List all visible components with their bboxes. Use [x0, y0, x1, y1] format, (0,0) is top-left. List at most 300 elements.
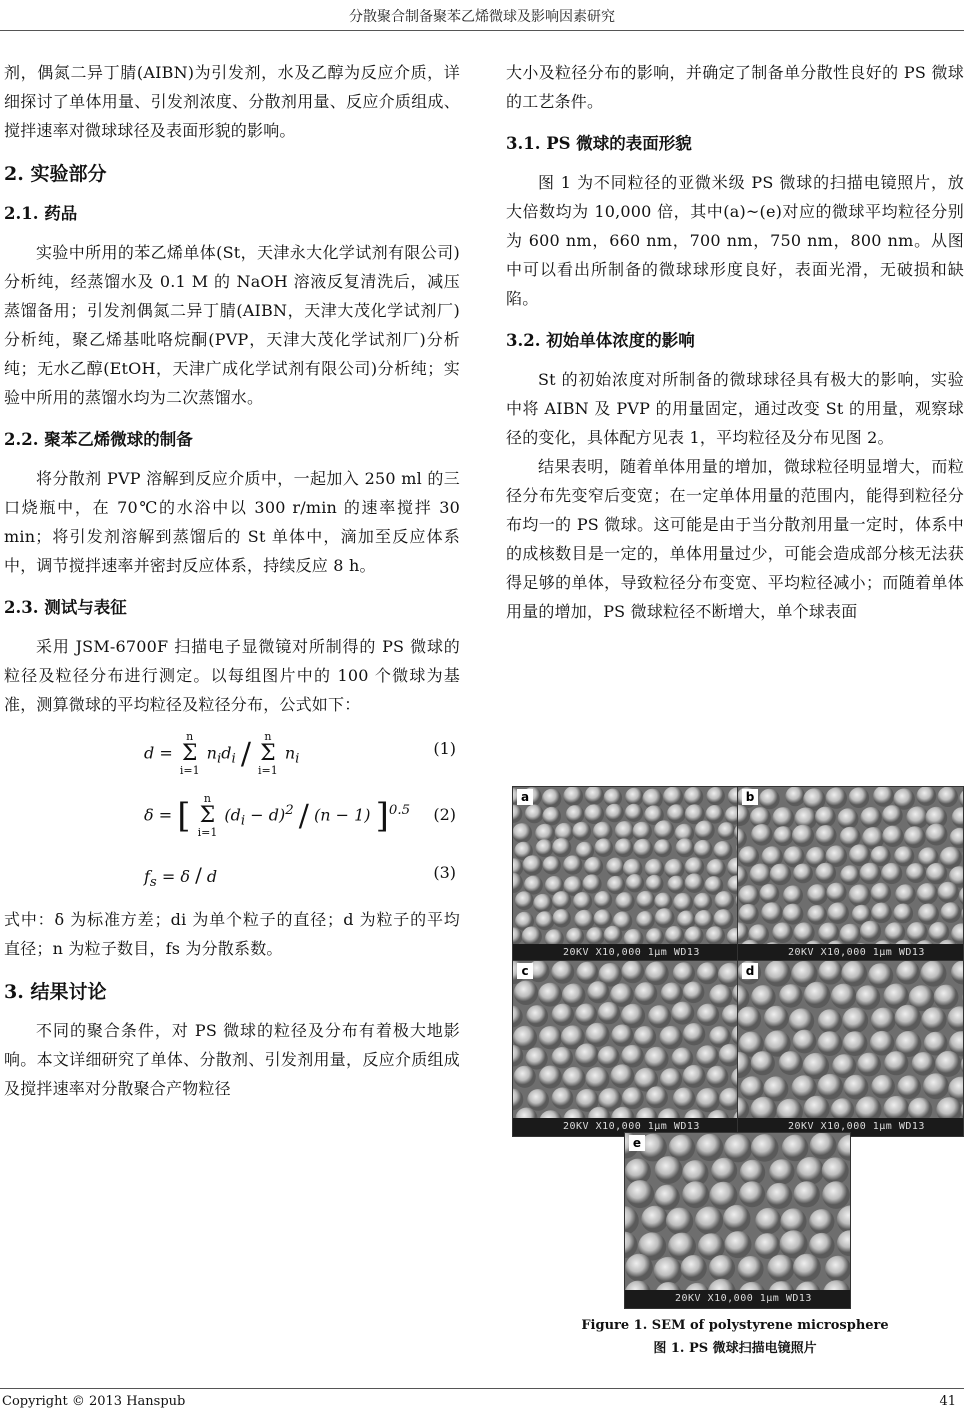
- microsphere: [645, 962, 669, 986]
- microsphere: [719, 1088, 738, 1111]
- microsphere: [706, 859, 725, 878]
- microsphere: [740, 1076, 764, 1100]
- microsphere: [917, 883, 938, 904]
- microsphere: [659, 1026, 682, 1049]
- panel-letter: c: [517, 963, 533, 979]
- microsphere: [871, 883, 891, 903]
- microsphere: [807, 884, 828, 905]
- microsphere: [844, 1075, 869, 1100]
- microsphere: [667, 876, 685, 894]
- microsphere: [604, 926, 623, 944]
- right-column: [506, 58, 964, 626]
- microsphere: [598, 1046, 620, 1068]
- microsphere: [738, 1097, 749, 1118]
- microsphere: [871, 846, 891, 866]
- microsphere: [673, 1088, 695, 1110]
- microsphere: [673, 893, 693, 913]
- microsphere: [779, 984, 803, 1008]
- microsphere: [615, 821, 635, 841]
- microsphere: [552, 1087, 574, 1109]
- microsphere: [841, 961, 867, 987]
- microsphere: [539, 1026, 562, 1049]
- microsphere: [751, 1134, 779, 1162]
- microsphere: [751, 1051, 775, 1075]
- microsphere: [654, 1257, 682, 1285]
- microsphere: [738, 922, 749, 943]
- microsphere: [706, 1066, 728, 1088]
- section-3-2-paragraph-1: St 的初始浓度对所制备的微球球径具有极大的影响，实验中将 AIBN 及 PVP 的用量固定，通过改变 St 的用量，观察球径的变化，具体配方见表 1，平均粒径及分布见图 2。: [506, 370, 964, 447]
- microsphere: [562, 1067, 585, 1090]
- microsphere: [796, 1157, 824, 1185]
- microsphere: [593, 822, 613, 842]
- equation-1-number: (1): [433, 739, 456, 758]
- microsphere: [706, 805, 725, 824]
- microsphere: [625, 1281, 651, 1290]
- microsphere: [625, 1232, 638, 1259]
- microsphere: [855, 1096, 881, 1118]
- microsphere: [860, 921, 881, 942]
- microsphere: [881, 863, 902, 884]
- microsphere: [634, 1026, 656, 1048]
- microsphere: [671, 1002, 694, 1025]
- microsphere: [648, 1005, 671, 1028]
- microsphere: [584, 857, 603, 876]
- microsphere: [871, 1075, 895, 1099]
- microsphere: [527, 1089, 549, 1111]
- microsphere: [772, 922, 793, 943]
- equation-2-formula: δ = [ n Σ i=1 $(d_i - d)^2 / (n - 1)$ ]$^{0.5}$: [144, 792, 411, 839]
- microsphere: [539, 1110, 562, 1118]
- microsphere: [766, 1183, 792, 1209]
- scale-bar: 20KV X10,000 1μm WD13: [625, 1290, 850, 1308]
- equation-2-number: (2): [433, 805, 456, 824]
- microsphere: [526, 1005, 548, 1027]
- microsphere: [895, 884, 916, 905]
- microsphere: [912, 1052, 936, 1076]
- microsphere: [694, 893, 713, 912]
- microsphere: [626, 1180, 654, 1208]
- microsphere: [761, 902, 783, 924]
- microsphere-image: [738, 787, 963, 944]
- microsphere: [585, 1067, 609, 1091]
- copyright: Copyright © 2013 Hanspub: [2, 1394, 186, 1409]
- scale-bar: 20KV X10,000 1μm WD13: [738, 944, 963, 962]
- microsphere: [718, 963, 738, 987]
- microsphere: [611, 1024, 633, 1046]
- microsphere: [843, 1031, 868, 1056]
- microsphere: [621, 1045, 644, 1068]
- header-rule: [0, 30, 964, 31]
- scale-bar: 20KV X10,000 1μm WD13: [513, 1118, 738, 1136]
- microsphere: [837, 1135, 850, 1161]
- microsphere: [636, 911, 655, 930]
- microsphere: [695, 821, 715, 841]
- microsphere: [822, 1157, 849, 1184]
- microsphere: [661, 983, 683, 1005]
- microsphere: [585, 787, 604, 805]
- microsphere: [697, 1004, 719, 1026]
- microsphere: [566, 805, 585, 824]
- microsphere: [552, 1047, 574, 1069]
- microsphere: [772, 807, 794, 829]
- microsphere: [610, 1064, 634, 1088]
- microsphere: [562, 984, 586, 1008]
- where-paragraph: 式中：δ 为标准方差；di 为单个粒子的直径；d 为粒子的平均直径；n 为粒子数目，fs 为分散系数。: [4, 910, 460, 958]
- microsphere: [897, 1075, 921, 1099]
- microsphere: [765, 961, 791, 987]
- microsphere: [539, 1066, 562, 1089]
- microsphere: [856, 985, 881, 1010]
- footer-rule: [0, 1388, 964, 1389]
- microsphere-image: [513, 787, 738, 944]
- microsphere: [810, 1133, 837, 1159]
- microsphere: [768, 1281, 795, 1290]
- microsphere: [696, 1045, 719, 1068]
- sem-panel-b: [737, 786, 964, 963]
- microsphere: [709, 984, 732, 1007]
- microsphere: [764, 1006, 789, 1031]
- microsphere: [894, 846, 914, 866]
- microsphere: [542, 807, 561, 826]
- microsphere: [654, 893, 672, 911]
- microsphere: [708, 1279, 736, 1290]
- microsphere: [646, 1086, 668, 1108]
- microsphere: [621, 1004, 645, 1028]
- microsphere: [837, 1205, 850, 1233]
- sem-panel-d: [737, 960, 964, 1137]
- microsphere: [818, 961, 843, 985]
- microsphere: [615, 892, 634, 911]
- microsphere: [594, 891, 612, 909]
- microsphere: [739, 1181, 765, 1207]
- microsphere: [587, 981, 609, 1003]
- left-column: [4, 58, 460, 1103]
- scale-bar: 20KV X10,000 1μm WD13: [513, 944, 738, 962]
- microsphere: [785, 787, 805, 806]
- microsphere: [751, 985, 776, 1010]
- microsphere: [715, 891, 735, 911]
- microsphere: [783, 885, 803, 905]
- microsphere: [751, 824, 773, 846]
- microsphere: [552, 838, 571, 857]
- microsphere: [633, 839, 653, 859]
- microsphere: [696, 1088, 720, 1112]
- microsphere: [868, 963, 893, 988]
- microsphere: [809, 1209, 834, 1234]
- microsphere: [793, 864, 813, 884]
- microsphere: [681, 1255, 707, 1281]
- microsphere: [536, 839, 554, 857]
- section-2-2-title: 2.2. 聚苯乙烯微球的制备: [4, 430, 193, 449]
- microsphere: [645, 1047, 669, 1071]
- microsphere: [551, 961, 574, 984]
- microsphere: [935, 1051, 961, 1077]
- microsphere: [598, 1002, 620, 1024]
- microsphere: [827, 902, 849, 924]
- microsphere: [922, 1007, 947, 1032]
- microsphere: [959, 886, 963, 907]
- microsphere: [934, 985, 959, 1010]
- equation-1: [4, 725, 460, 781]
- panel-letter: d: [742, 963, 758, 979]
- microsphere-image: [625, 1133, 850, 1290]
- microsphere: [536, 911, 555, 930]
- microsphere: [514, 981, 538, 1005]
- microsphere: [849, 884, 871, 906]
- microsphere: [842, 1008, 868, 1034]
- microsphere: [707, 787, 725, 805]
- microsphere: [873, 787, 894, 807]
- microsphere: [595, 838, 614, 857]
- microsphere: [606, 858, 625, 877]
- microsphere: [860, 807, 881, 828]
- microsphere: [526, 1047, 548, 1069]
- microsphere: [563, 855, 582, 874]
- microsphere: [871, 1008, 896, 1033]
- microsphere: [857, 1053, 881, 1077]
- microsphere: [574, 910, 594, 930]
- microsphere: [646, 928, 664, 944]
- section-3-paragraph: 不同的聚合条件，对 PS 微球的粒径及分布有着极大地影响。本文详细研究了单体、分散剂、引发剂用量，反应介质组成及搅拌速率对分散聚合产物粒径: [4, 1021, 460, 1098]
- microsphere: [795, 1282, 821, 1291]
- microsphere: [625, 788, 643, 806]
- microsphere: [774, 826, 794, 846]
- microsphere: [694, 840, 713, 859]
- microsphere: [624, 929, 644, 944]
- microsphere: [804, 982, 830, 1008]
- sem-panel-c: [512, 960, 739, 1137]
- panel-letter: a: [517, 789, 533, 805]
- microsphere: [722, 1004, 738, 1026]
- microsphere: [605, 804, 624, 823]
- microsphere: [961, 904, 963, 926]
- page-number: 41: [939, 1394, 956, 1409]
- microsphere: [885, 922, 906, 943]
- microsphere: [725, 1231, 752, 1258]
- microsphere: [823, 1280, 850, 1290]
- microsphere: [938, 882, 959, 903]
- microsphere: [714, 841, 733, 860]
- microsphere: [684, 787, 703, 806]
- microsphere: [513, 805, 522, 823]
- microsphere: [586, 927, 605, 944]
- microsphere: [832, 1054, 856, 1078]
- equation-2: [4, 787, 460, 853]
- microsphere-image: [738, 961, 963, 1118]
- microsphere: [750, 864, 772, 886]
- microsphere: [513, 1089, 523, 1111]
- microsphere: [826, 787, 847, 808]
- microsphere: [585, 1023, 609, 1047]
- microsphere: [818, 1009, 842, 1033]
- microsphere: [849, 844, 871, 866]
- microsphere: [926, 824, 948, 846]
- microsphere: [738, 828, 747, 848]
- microsphere: [760, 884, 780, 904]
- microsphere: [683, 982, 705, 1004]
- microsphere: [711, 1158, 737, 1184]
- continued-paragraph: 大小及粒径分布的影响，并确定了制备单分散性良好的 PS 微球的工艺条件。: [506, 63, 964, 111]
- microsphere: [896, 961, 920, 985]
- microsphere: [513, 823, 532, 843]
- microsphere: [543, 856, 561, 874]
- microsphere: [709, 1255, 735, 1281]
- microsphere: [817, 1074, 843, 1100]
- microsphere: [684, 1283, 710, 1290]
- microsphere: [683, 1023, 705, 1045]
- microsphere: [951, 961, 963, 985]
- microsphere: [718, 822, 736, 840]
- microsphere: [755, 1208, 781, 1234]
- microsphere: [646, 875, 664, 893]
- microsphere: [882, 805, 903, 826]
- microsphere: [582, 874, 601, 893]
- microsphere: [767, 1255, 794, 1282]
- microsphere: [655, 1156, 683, 1184]
- microsphere: [723, 1205, 750, 1232]
- microsphere: [831, 984, 856, 1009]
- running-title: 分散聚合制备聚苯乙烯微球及影响因素研究: [349, 9, 615, 25]
- microsphere: [573, 892, 592, 911]
- microsphere: [961, 1053, 963, 1077]
- section-3-2-paragraph-2: 结果表明，随着单体用量的增加，微球粒径明显增大，而粒径分布先变窄后变宽；在一定单体用量的范围内，能得到粒径分布均一的 PS 微球。这可能是由于当分散剂用量一定时，体系中的成核数目是一定的，单体用量过少，可能会造成部分核无法获得足够的单体，导致粒径分布变宽、平均粒径减小；而随着单体用量的增加，PS 微球粒径不断增大，单个球表面: [506, 457, 964, 621]
- microsphere: [882, 826, 903, 847]
- microsphere: [938, 787, 958, 807]
- microsphere: [673, 962, 695, 984]
- section-2-1-paragraph: 实验中所用的苯乙烯单体(St，天津永大化学试剂有限公司)分析纯，经蒸馏水及 0.1 M 的 NaOH 溶液反复清洗后，减压蒸馏备用；引发剂偶氮二异丁腈(AIBN，天津大茂化学试剂厂)分析纯，聚乙烯基吡咯烷酮(PVP，天津大茂化学试剂厂)分析纯；无水乙醇(EtOH，天津广成化学试剂有限公司)分析纯；实验中所用的蒸馏水均为二次蒸馏水。: [4, 243, 460, 407]
- microsphere: [837, 1230, 850, 1256]
- microsphere: [951, 923, 963, 944]
- microsphere: [779, 1051, 803, 1075]
- microsphere: [817, 1031, 842, 1056]
- microsphere: [738, 1282, 766, 1290]
- section-2-title: 2. 实验部分: [4, 163, 107, 185]
- microsphere: [952, 807, 963, 828]
- microsphere: [907, 922, 928, 943]
- section-2-1-title: 2.1. 药品: [4, 204, 78, 223]
- microsphere: [655, 1185, 680, 1210]
- microsphere: [724, 1134, 752, 1162]
- microsphere: [625, 804, 643, 822]
- microsphere: [533, 894, 552, 913]
- microsphere: [831, 1098, 854, 1118]
- microsphere: [633, 822, 652, 841]
- microsphere: [738, 1007, 761, 1031]
- figure-caption-en: Figure 1. SEM of polystyrene microsphere: [581, 1318, 889, 1333]
- microsphere: [694, 910, 713, 929]
- microsphere: [917, 787, 937, 806]
- microsphere: [950, 828, 963, 848]
- microsphere: [636, 891, 655, 910]
- microsphere: [809, 1233, 835, 1259]
- microsphere: [948, 1006, 964, 1031]
- microsphere: [738, 1256, 764, 1282]
- microsphere: [685, 873, 705, 893]
- microsphere: [815, 825, 836, 846]
- microsphere: [738, 866, 748, 887]
- microsphere: [625, 1206, 639, 1234]
- microsphere: [770, 864, 792, 886]
- microsphere: [575, 1043, 599, 1067]
- microsphere: [921, 961, 947, 987]
- microsphere: [697, 962, 719, 984]
- microsphere: [815, 807, 836, 828]
- microsphere: [906, 806, 928, 828]
- microsphere: [654, 820, 674, 840]
- microsphere: [538, 983, 562, 1007]
- microsphere: [918, 904, 939, 925]
- microsphere: [682, 1181, 709, 1208]
- microsphere: [739, 846, 760, 867]
- microsphere: [923, 1073, 949, 1099]
- section-3-2-title: 3.2. 初始单体浓度的影响: [506, 331, 695, 350]
- microsphere: [782, 904, 803, 925]
- microsphere: [542, 789, 561, 808]
- microsphere: [658, 1108, 681, 1118]
- microsphere: [584, 804, 604, 824]
- microsphere: [769, 1159, 794, 1184]
- figure-caption-zh: 图 1. PS 微球扫描电镜照片: [653, 1341, 817, 1356]
- section-3-1-paragraph: 图 1 为不同粒径的亚微米级 PS 微球的扫描电镜照片，放大倍数均为 10,000 倍，其中(a)~(e)对应的微球平均粒径分别为 600 nm，660 nm，700 nm，750 nm，800 nm。从图中可以看出所制备的微球球形度良好，表面光滑，无破损和缺陷。: [506, 173, 964, 308]
- microsphere: [822, 1181, 850, 1209]
- panel-letter: b: [742, 789, 758, 805]
- microsphere: [576, 962, 598, 984]
- microsphere: [870, 1031, 895, 1056]
- microsphere: [572, 822, 591, 841]
- microsphere: [683, 1065, 706, 1088]
- microsphere: [849, 787, 870, 808]
- microsphere: [738, 985, 750, 1010]
- microsphere: [807, 905, 827, 925]
- microsphere: [792, 825, 814, 847]
- microsphere: [777, 1099, 803, 1118]
- microsphere: [594, 910, 613, 929]
- figure-1: [506, 780, 964, 1304]
- microsphere: [906, 863, 926, 883]
- microsphere: [523, 855, 543, 875]
- equation-1-formula: d = n Σ i=1 $n_id_i$ / n Σ i=1 $n_i$: [144, 730, 300, 777]
- microsphere: [739, 904, 759, 924]
- microsphere: [514, 1066, 536, 1088]
- microsphere: [667, 804, 686, 823]
- section-3-title: 3. 结果讨论: [4, 981, 107, 1003]
- microsphere: [840, 865, 860, 885]
- microsphere: [513, 1006, 523, 1028]
- section-2-2-paragraph: 将分散剂 PVP 溶解到反应介质中，一起加入 250 ml 的三口烧瓶中，在 70℃的水浴中以 300 r/min 的速率搅拌 30 min；将引发剂溶解到蒸馏后的 St 单体中，滴加至反应体系中，调节搅拌速率并密封反应体系，持续反应 8 h。: [4, 469, 460, 575]
- microsphere: [625, 1254, 653, 1282]
- microsphere: [515, 891, 534, 910]
- microsphere: [660, 1068, 682, 1090]
- microsphere: [553, 909, 571, 927]
- panel-letter: e: [629, 1135, 645, 1151]
- microsphere: [838, 808, 859, 829]
- microsphere: [513, 873, 523, 893]
- microsphere: [794, 922, 815, 943]
- microsphere: [607, 876, 625, 894]
- microsphere: [654, 839, 672, 857]
- microsphere: [552, 891, 571, 910]
- microsphere: [563, 787, 583, 806]
- microsphere: [884, 1051, 908, 1075]
- intro-paragraph: 剂，偶氮二异丁腈(AIBN)为引发剂，水及乙醇为反应介质，详细探讨了单体用量、引发剂浓度、分散剂用量、反应介质组成、搅拌速率对微球球径及表面形貌的影响。: [4, 63, 460, 140]
- microsphere: [793, 1030, 817, 1054]
- microsphere: [626, 874, 644, 892]
- microsphere: [714, 909, 734, 929]
- microsphere: [525, 805, 544, 824]
- microsphere: [825, 1256, 850, 1282]
- microsphere: [695, 1207, 723, 1235]
- microsphere: [926, 863, 947, 884]
